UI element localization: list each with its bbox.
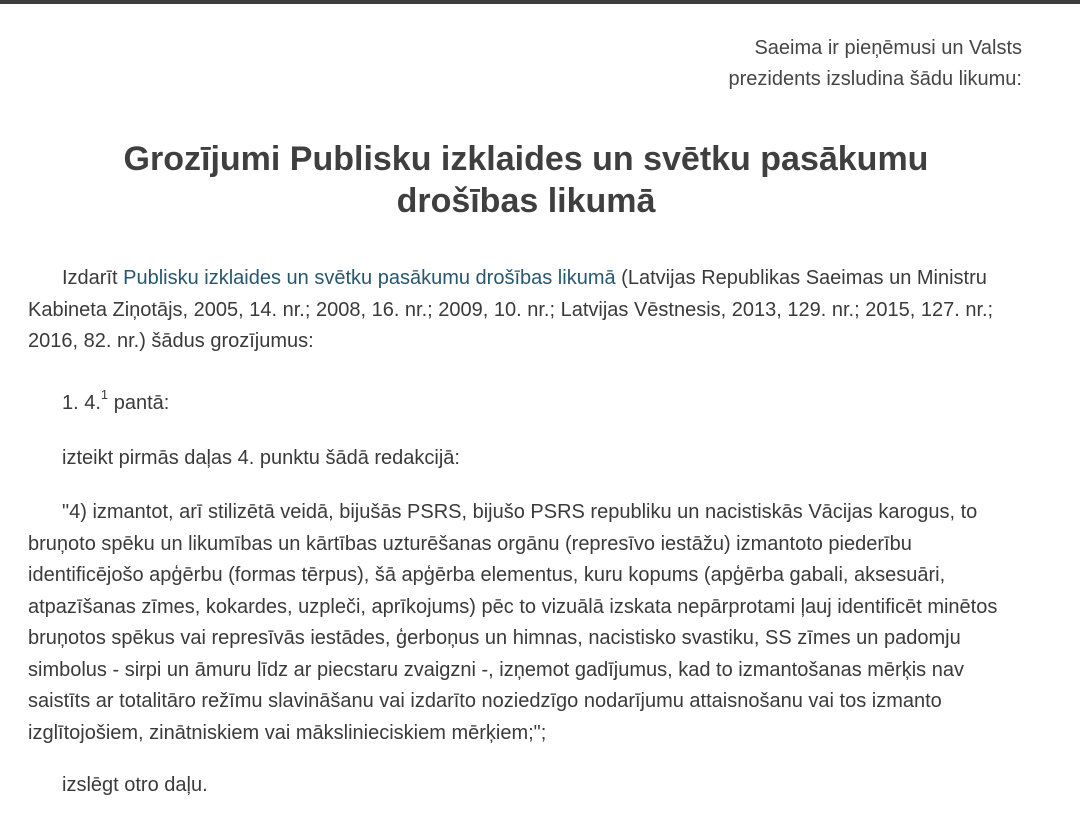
intro-suffix: (Latvijas Republikas Saeimas un Ministru Kabineta Ziņotājs, 2005, 14. nr.; 2008, 16. nr.; 2009, 10. nr.; Latvijas Vēstnesis, 2013, 129. nr.; 2015, 127. nr.; 2016, 82. nr.) šādus grozījumus: xyxy=(28,267,994,352)
intro-paragraph xyxy=(28,263,1024,358)
law-title xyxy=(0,138,1052,222)
preamble-line-1: Saeima ir pieņēmusi un Valsts xyxy=(754,37,1022,59)
law-title-line-1: Grozījumi Publisku izklaides un svētku pasākumu xyxy=(123,140,929,178)
intro-prefix: Izdarīt xyxy=(62,267,124,289)
quoted-provision: "4) izmantot, arī stilizētā veidā, bijušās PSRS, bijušo PSRS republiku un nacistiskās Vācijas karogus, to bruņoto spēku un likumības un kārtības uzturēšanas orgānu (represīvo iestāžu) izmantoto piederību identificējošo apģērbu (formas tērpus), šā apģērba elementus, kuru kopums (apģērba gabali, aksesuāri, atpazīšanas zīmes, kokardes, uzpleči, aprīkojums) pēc to vizuālā izskata nepārprotami ļauj identificēt minētos bruņotos spēkus vai represīvās iestādes, ģerboņus un himnas, nacistisko svastiku, SS zīmes un padomju simbolus - sirpi un āmuru līdz ar piecstaru zvaigzni -, izņemot gadījumus, kad to izmantošanas mērķis nav saistīts ar totalitāro režīmu slavināšanu vai izdarīto noziedzīgo nodarījumu attaisnošanu vai tos izmanto izglītojošiem, zinātniskiem vai mākslinieciskiem mērķiem;"; xyxy=(28,501,998,744)
enactment-preamble xyxy=(729,33,1023,95)
top-bar xyxy=(0,0,1080,4)
law-title-line-2: drošības likumā xyxy=(396,182,656,220)
item-superscript: 1 xyxy=(100,387,109,403)
preamble-line-2: prezidents izsludina šādu likumu: xyxy=(728,68,1022,90)
instruction-paragraph: izteikt pirmās daļas 4. punktu šādā redakcijā: xyxy=(62,447,460,469)
amendment-item-1 xyxy=(28,388,1024,420)
item-number: 1. 4. xyxy=(62,392,101,414)
law-link[interactable]: Publisku izklaides un svētku pasākumu drošības likumā xyxy=(123,267,616,289)
exclude-paragraph: izslēgt otro daļu. xyxy=(62,774,208,796)
item-suffix: pantā: xyxy=(108,392,170,414)
